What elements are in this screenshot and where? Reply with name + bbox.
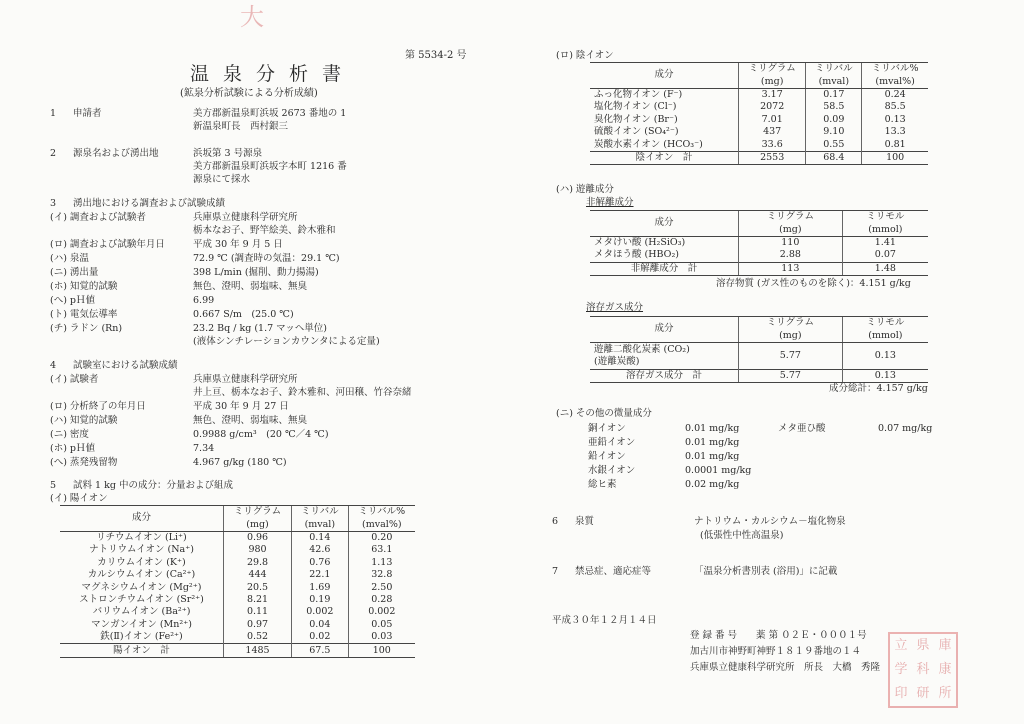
col-header-mvalpct: ミリバル% — [348, 506, 415, 519]
section-number: 6 — [552, 516, 559, 527]
s4-item-label: (ハ) 知覚的試験 — [50, 415, 118, 426]
s4-item-label: (ニ) 密度 — [50, 429, 89, 440]
cell-mval: 42.6 — [292, 544, 349, 556]
s3-item-value: 6.99 — [193, 295, 215, 306]
cell-total-mg: 113 — [739, 262, 843, 275]
cell-mvalpct: 13.3 — [862, 126, 928, 138]
s4-item-value: 無色、澄明、弱塩味、無臭 — [193, 415, 308, 426]
col-unit: (mmol) — [842, 329, 928, 342]
s3-item-label: (ハ) 泉温 — [50, 253, 89, 264]
table-row — [60, 531, 415, 544]
applicant-name: 新温泉町長 西村銀三 — [193, 121, 289, 132]
section-6-heading — [552, 516, 594, 528]
cell-mmol: 0.13 — [842, 342, 928, 369]
s3-item-label: (ニ) 湧出量 — [50, 267, 99, 278]
trace-item-value: 0.0001 mg/kg — [685, 465, 752, 476]
seal-char: 県 — [916, 638, 930, 653]
s4-item-value: 井上亘、栃本なお子、鈴木雅和、河田穣、竹谷奈緒 — [193, 387, 412, 398]
cell-component: 炭酸水素イオン (HCO₃⁻) — [594, 138, 703, 150]
table-row — [590, 101, 928, 113]
page-subtitle: (鉱泉分析試験による分析成績) — [180, 88, 318, 99]
col-unit: (mval) — [292, 518, 349, 531]
section-label: 試験室における試験成績 — [73, 360, 178, 371]
gas-component-name: 遊離二酸化炭素 (CO₂) — [594, 343, 690, 355]
section-number: 7 — [552, 566, 559, 577]
table-row — [60, 581, 415, 593]
table-row — [60, 557, 415, 569]
cell-mvalpct: 0.20 — [348, 531, 415, 544]
cell-mvalpct: 85.5 — [862, 101, 928, 113]
trace-item-value: 0.01 mg/kg — [685, 451, 740, 462]
stamp-mark-top: 大 — [240, 3, 264, 31]
cation-table — [60, 505, 415, 658]
cell-total-mvalpct: 100 — [348, 644, 415, 657]
s3-item-label: (ロ) 調査および試験年月日 — [50, 239, 165, 250]
s4-item-label: (ホ) pＨ値 — [50, 443, 96, 454]
section-number: 5 — [50, 480, 57, 491]
cell-mg: 0.97 — [224, 619, 292, 631]
col-header-component: 成分 — [590, 63, 739, 89]
cell-mg: 980 — [224, 544, 292, 556]
cell-mvalpct: 63.1 — [348, 544, 415, 556]
table-row — [60, 631, 415, 644]
cell-component: ストロンチウムイオン (Sr²⁺) — [79, 593, 204, 605]
cell-component: 臭化物イオン (Br⁻) — [594, 113, 678, 125]
sampling-note: 源泉にて採水 — [193, 174, 251, 185]
seal-char: 研 — [916, 686, 930, 701]
section-1-heading — [50, 108, 102, 120]
page-title: 温泉分析書 — [190, 63, 356, 85]
col-header-mvalpct: ミリバル% — [862, 63, 928, 76]
seal-char: 立 — [894, 638, 908, 653]
trace-item-value: 0.02 mg/kg — [685, 479, 740, 490]
s3-item-value: 72.9 ℃ (調査時の気温：29.1 ℃) — [193, 253, 340, 264]
cell-mval: 1.69 — [292, 581, 349, 593]
seal-char: 学 — [894, 662, 908, 677]
col-unit: (mg) — [739, 223, 843, 236]
spring-quality-note: (低張性中性高温泉) — [700, 530, 784, 541]
nondissociated-title: 非解離成分 — [586, 197, 634, 208]
cell-mg: 3.17 — [739, 88, 806, 101]
s4-item-value: 0.9988 g/cm³ (20 ℃／4 ℃) — [193, 429, 329, 440]
cell-mmol: 0.07 — [842, 249, 928, 262]
cell-mg: 2072 — [739, 101, 806, 113]
cell-component: 鉄(Ⅱ)イオン (Fe²⁺) — [100, 631, 183, 643]
seal-char: 印 — [894, 686, 908, 701]
col-header-mg: ミリグラム — [739, 317, 843, 330]
table-row — [60, 544, 415, 556]
table-row — [590, 114, 928, 126]
s4-item-value: 4.967 g/kg (180 ℃) — [193, 457, 287, 468]
col-header-mg: ミリグラム — [739, 211, 843, 224]
contraindications-ref: 「温泉分析書別表 (浴用)」に記載 — [694, 566, 838, 577]
cell-mg: 0.52 — [224, 631, 292, 644]
section-label: 試料 1 kg 中の成分：分量および組成 — [73, 480, 233, 491]
cell-component: カルシウムイオン (Ca²⁺) — [87, 569, 196, 581]
cell-mg: 0.96 — [224, 531, 292, 544]
cell-mg: 437 — [739, 126, 806, 138]
cell-component: 硫酸イオン (SO₄²⁻) — [594, 126, 679, 138]
cell-mg: 0.11 — [224, 606, 292, 618]
cell-total-mg: 5.77 — [739, 369, 843, 382]
cell-component: ふっ化物イオン (F⁻) — [594, 89, 683, 101]
seal-char: 科 — [916, 662, 930, 677]
s4-item-label: (ロ) 分析終了の年月日 — [50, 401, 146, 412]
cell-component — [590, 342, 739, 369]
col-unit: (mmol) — [842, 223, 928, 236]
cell-mval: 0.09 — [806, 114, 862, 126]
cell-mvalpct: 0.05 — [348, 619, 415, 631]
col-header-component: 成分 — [590, 317, 739, 343]
table-row — [590, 126, 928, 138]
s4-item-label: (イ) 試験者 — [50, 374, 99, 385]
section-2-heading — [50, 148, 159, 160]
cell-component: バリウムイオン (Ba²⁺) — [92, 606, 191, 618]
cell-mvalpct: 0.002 — [348, 606, 415, 618]
trace-item-name: 水銀イオン — [588, 465, 636, 476]
anion-title: (ロ) 陰イオン — [556, 50, 614, 61]
table-row — [60, 606, 415, 618]
section-3-heading — [50, 198, 225, 210]
section-number: 4 — [50, 360, 57, 371]
trace-item-value: 0.01 mg/kg — [685, 437, 740, 448]
section-4-heading — [50, 360, 178, 372]
cell-mg: 5.77 — [739, 342, 843, 369]
table-row — [590, 88, 928, 101]
cell-total-mval: 68.4 — [806, 151, 862, 164]
section-label: 湧出地における調査および試験成績 — [73, 198, 226, 209]
trace-item-name: 総ヒ素 — [588, 479, 617, 490]
section-number: 2 — [50, 148, 57, 159]
official-seal — [888, 632, 958, 708]
s4-item-value: 兵庫県立健康科学研究所 — [193, 374, 298, 385]
cell-mvalpct: 32.8 — [348, 569, 415, 581]
cell-mval: 22.1 — [292, 569, 349, 581]
col-header-mg: ミリグラム — [224, 506, 292, 519]
anion-table — [590, 62, 928, 165]
registration-number: 登 録 番 号 薬 第 ０２Ｅ・０００１号 — [690, 630, 867, 641]
issue-date: 平成３０年１２月１４日 — [552, 615, 657, 626]
cell-mval: 0.002 — [292, 606, 349, 618]
col-header-mmol: ミリモル — [842, 317, 928, 330]
trace-item-value: 0.07 mg/kg — [878, 423, 933, 434]
cell-mval: 9.10 — [806, 126, 862, 138]
trace-title: (ニ) その他の微量成分 — [556, 408, 652, 419]
cell-mvalpct: 2.50 — [348, 581, 415, 593]
section-label: 泉質 — [575, 516, 595, 527]
trace-item-value: 0.01 mg/kg — [685, 423, 740, 434]
section-7-heading — [552, 566, 651, 578]
cell-component: メタけい酸 (H₂SiO₃) — [594, 237, 686, 249]
cell-total-label: 陰イオン 計 — [590, 151, 739, 164]
s3-item-value: 栃本なお子、野竿絵美、鈴木雅和 — [193, 225, 336, 236]
dissolved-gas-title: 溶存ガス成分 — [586, 302, 644, 313]
cell-mg: 7.01 — [739, 114, 806, 126]
cell-total-mg: 1485 — [224, 644, 292, 657]
col-header-mmol: ミリモル — [842, 211, 928, 224]
table-row — [590, 249, 928, 262]
s4-item-value: 7.34 — [193, 443, 215, 454]
seal-char: 康 — [938, 662, 952, 677]
col-header-mval: ミリバル — [292, 506, 349, 519]
table-total-row — [590, 369, 928, 382]
section-label: 源泉名および湧出地 — [73, 148, 159, 159]
s3-item-label: (へ) pＨ値 — [50, 295, 96, 306]
section-label: 禁忌症、適応症等 — [575, 566, 652, 577]
institute-signatory: 兵庫県立健康科学研究所 所長 大橋 秀隆 — [690, 662, 881, 673]
trace-item-name: 鉛イオン — [588, 451, 626, 462]
cell-total-mg: 2553 — [739, 151, 806, 164]
s3-item-value: 398 L/min (掘削、動力揚湯) — [193, 267, 319, 278]
free-components-title: (ハ) 遊離成分 — [556, 184, 614, 195]
cell-mval: 58.5 — [806, 101, 862, 113]
cell-component: リチウムイオン (Li⁺) — [96, 532, 187, 544]
cell-mmol: 1.41 — [842, 236, 928, 249]
cell-component: マンガンイオン (Mn²⁺) — [91, 618, 192, 630]
cell-mvalpct: 0.81 — [862, 138, 928, 151]
s3-item-label: (ホ) 知覚的試験 — [50, 281, 118, 292]
trace-item-name: メタ亜ひ酸 — [778, 423, 826, 434]
cell-mval: 0.76 — [292, 557, 349, 569]
table-row — [590, 236, 928, 249]
source-name: 浜坂第 3 号源泉 — [193, 148, 263, 159]
cell-component: カリウムイオン (K⁺) — [97, 556, 186, 568]
applicant-address: 美方郡新温泉町浜坂 2673 番地の 1 — [193, 108, 347, 119]
cell-total-label: 非解離成分 計 — [590, 262, 739, 275]
col-unit: (mg) — [224, 518, 292, 531]
cell-total-label: 溶存ガス成分 計 — [590, 369, 739, 382]
table-row — [60, 619, 415, 631]
cell-mvalpct: 0.03 — [348, 631, 415, 644]
s3-item-value: 0.667 S/m (25.0 ℃) — [193, 309, 294, 320]
cell-mval: 0.14 — [292, 531, 349, 544]
col-unit: (mval%) — [862, 75, 928, 88]
cell-component: メタほう酸 (HBO₂) — [594, 249, 679, 261]
cell-mval: 0.19 — [292, 594, 349, 606]
section-label: 申請者 — [73, 108, 102, 119]
s3-item-value: 23.2 Bq / kg (1.7 マッヘ単位) — [193, 323, 327, 334]
cell-mval: 0.55 — [806, 138, 862, 151]
cell-component: 塩化物イオン (Cl⁻) — [594, 101, 677, 113]
cell-mval: 0.04 — [292, 619, 349, 631]
table-row — [590, 138, 928, 151]
nondissociated-table — [590, 210, 928, 276]
cell-mvalpct: 0.24 — [862, 88, 928, 101]
total-components: 成分総計：4.157 g/kg — [829, 383, 928, 394]
s3-item-value: (液体シンチレーションカウンタによる定量) — [193, 336, 380, 347]
cell-mg: 444 — [224, 569, 292, 581]
section-number: 1 — [50, 108, 57, 119]
table-total-row — [590, 262, 928, 275]
seal-char: 所 — [938, 686, 952, 701]
cell-mvalpct: 1.13 — [348, 557, 415, 569]
col-unit: (mg) — [739, 329, 843, 342]
col-unit: (mg) — [739, 75, 806, 88]
cell-component: マグネシウムイオン (Mg²⁺) — [81, 581, 202, 593]
cell-mg: 29.8 — [224, 557, 292, 569]
table-total-row — [60, 644, 415, 657]
doc-number: 第 5534-2 号 — [405, 50, 467, 61]
dissolved-matter-total: 溶存物質 (ガス性のものを除く)：4.151 g/kg — [716, 278, 911, 289]
table-row — [60, 594, 415, 606]
cell-total-mvalpct: 100 — [862, 151, 928, 164]
col-header-mg: ミリグラム — [739, 63, 806, 76]
source-location: 美方郡新温泉町浜坂字本町 1216 番 — [193, 161, 347, 172]
cell-mg: 2.88 — [739, 249, 843, 262]
section-5-heading — [50, 480, 233, 492]
s4-item-value: 平成 30 年 9 月 27 日 — [193, 401, 289, 412]
institute-address: 加古川市神野町神野１８１９番地の１４ — [690, 646, 862, 657]
s3-item-label: (ト) 電気伝導率 — [50, 309, 118, 320]
cell-mvalpct: 0.13 — [862, 114, 928, 126]
cation-subtitle: (イ) 陽イオン — [50, 493, 108, 504]
cell-mg: 110 — [739, 236, 843, 249]
section-number: 3 — [50, 198, 57, 209]
col-header-component: 成分 — [60, 506, 224, 532]
trace-item-name: 亜鉛イオン — [588, 437, 636, 448]
col-header-component: 成分 — [590, 211, 739, 237]
dissolved-gas-table — [590, 316, 928, 383]
seal-char: 庫 — [938, 638, 952, 653]
s3-item-label: (チ) ラドン (Rn) — [50, 323, 123, 334]
trace-item-name: 銅イオン — [588, 423, 626, 434]
cell-mg: 20.5 — [224, 581, 292, 593]
cell-mg: 8.21 — [224, 594, 292, 606]
table-total-row — [590, 151, 928, 164]
cell-mg: 33.6 — [739, 138, 806, 151]
table-row — [60, 569, 415, 581]
s3-item-value: 無色、澄明、弱塩味、無臭 — [193, 281, 308, 292]
gas-component-alias: (遊離炭酸) — [594, 355, 640, 367]
s3-item-value: 平成 30 年 9 月 5 日 — [193, 239, 283, 250]
s3-item-label: (イ) 調査および試験者 — [50, 212, 146, 223]
col-unit: (mval) — [806, 75, 862, 88]
col-header-mval: ミリバル — [806, 63, 862, 76]
cell-component: ナトリウムイオン (Na⁺) — [89, 544, 194, 556]
s3-item-value: 兵庫県立健康科学研究所 — [193, 212, 298, 223]
table-row — [590, 342, 928, 369]
col-unit: (mval%) — [348, 518, 415, 531]
cell-total-label: 陽イオン 計 — [60, 644, 224, 657]
cell-total-mmol: 1.48 — [842, 262, 928, 275]
cell-mval: 0.02 — [292, 631, 349, 644]
cell-total-mmol: 0.13 — [842, 369, 928, 382]
cell-total-mval: 67.5 — [292, 644, 349, 657]
cell-mval: 0.17 — [806, 88, 862, 101]
s4-item-label: (へ) 蒸発残留物 — [50, 457, 118, 468]
cell-mvalpct: 0.28 — [348, 594, 415, 606]
spring-quality: ナトリウム・カルシウム－塩化物泉 — [694, 516, 846, 527]
